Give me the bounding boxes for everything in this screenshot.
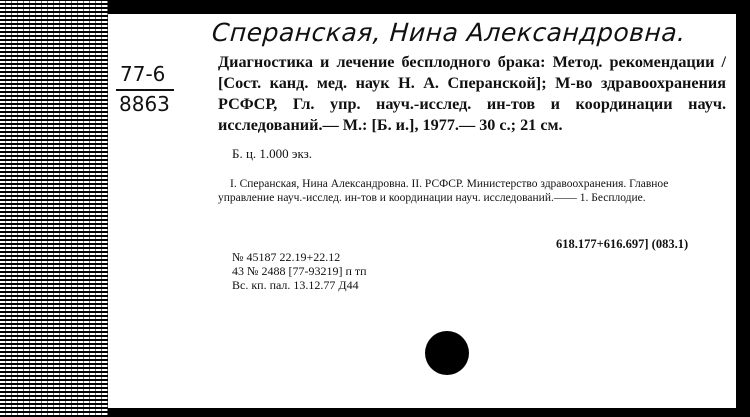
scan-border-bottom — [108, 407, 750, 417]
registration-line-3: Вс. кп. пал. 13.12.77 Д44 — [232, 278, 359, 292]
registration-line-1: № 45187 22.19+22.12 — [232, 250, 341, 264]
bibliographic-description — [218, 52, 726, 136]
card-punch-hole — [425, 331, 469, 375]
scan-border-top — [108, 0, 750, 14]
description-text: Диагностика и лечение бесплодного брака: Метод. рекомендации / [Сост. канд. мед. наук Н. А. Сперанской]; М-во здравоохранения РСФСР, Гл. упр. науч.-исслед. ин-тов и координации науч. исследований.— М.: [Б. и.], 1977.— 30 с.; 21 см. — [218, 53, 726, 134]
scan-border-right — [736, 0, 750, 417]
handwritten-call-number-top: 77-6 — [120, 62, 166, 86]
price-print-run: Б. ц. 1.000 экз. — [232, 146, 313, 161]
call-number-divider — [116, 89, 174, 91]
tracing-entries: I. Сперанская, Нина Александровна. II. РСФСР. Министерство здравоохранения. Главное управление науч.-исслед. ин-тов и координации науч. исследований.—— 1. Бесплодие. — [218, 178, 669, 204]
udc-classification: 618.177+616.697] (083.1) — [556, 237, 689, 251]
registration-line-2: 43 № 2488 [77-93219] п тп — [232, 264, 367, 278]
card-registration-lines — [232, 250, 367, 292]
handwritten-call-number-bottom: 8863 — [119, 92, 170, 116]
scan-edge-texture — [0, 0, 108, 417]
handwritten-author-name: Сперанская, Нина Александровна. — [210, 18, 687, 47]
